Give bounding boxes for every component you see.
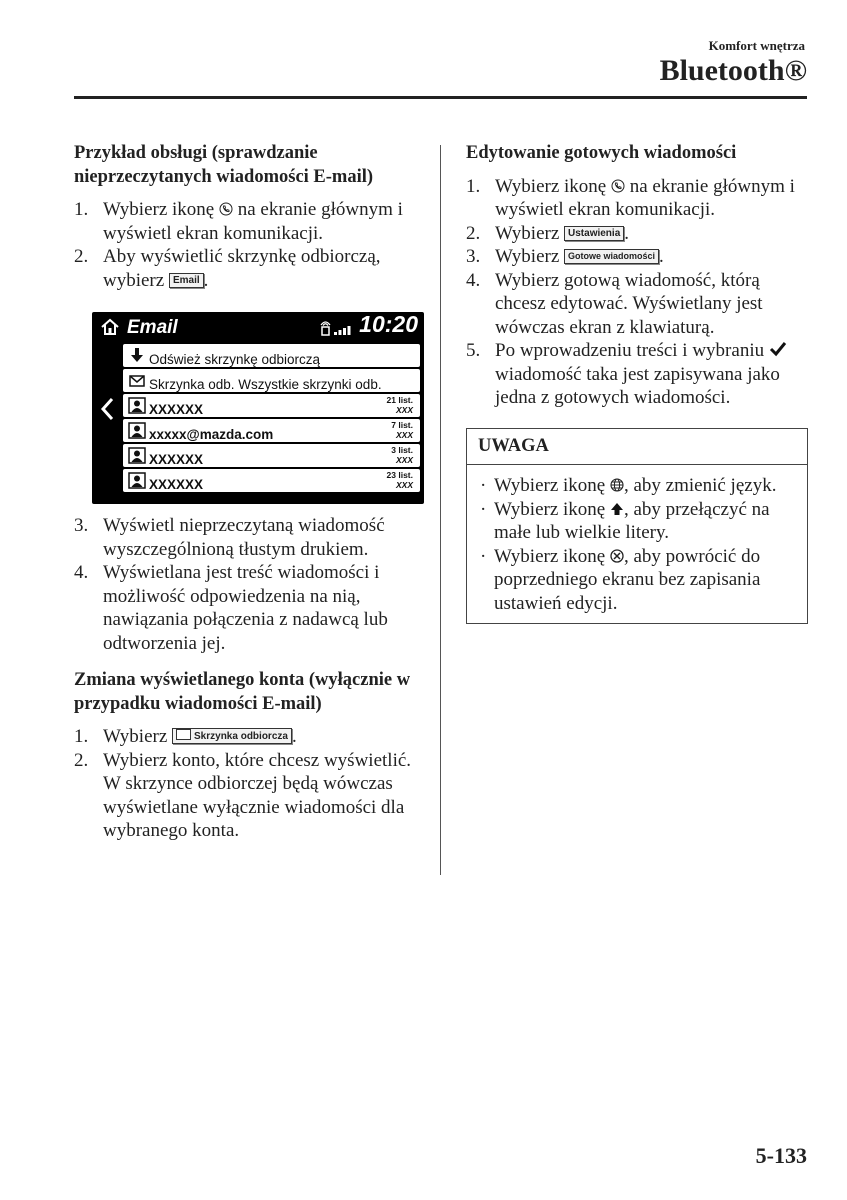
list-item[interactable] [123,369,420,392]
step-text: Po wprowadzeniu treści i wybraniu [495,340,769,361]
bullet: · [480,475,487,496]
step-number: 2. [74,246,89,267]
home-icon [100,318,120,336]
row-label: XXXXXX [149,402,204,417]
email-list [123,344,420,500]
step-number: 3. [466,246,481,267]
right-column [466,142,810,624]
list-item [74,198,426,245]
shift-arrow-icon [610,502,624,516]
list-item [466,339,810,410]
ready-messages-button: Gotowe wiadomości [564,249,659,264]
phone-icon [219,202,233,216]
step-text: Wybierz ikonę [103,199,219,220]
back-chevron-icon[interactable] [100,397,114,421]
list-item [74,561,426,655]
bullet: · [480,545,487,567]
contact-icon [128,397,146,414]
list-item [74,725,426,749]
steps-edit-messages [466,175,810,410]
step-number: 1. [74,726,89,747]
phone-icon [611,179,625,193]
section-heading-check-email: Przykład obsługi (sprawdzanie nieprzeczytanych wiadomości E-mail) [74,143,374,187]
email-screen [92,312,424,504]
step-text: . [291,726,297,747]
page-number: 5-133 [755,1143,807,1168]
list-item [466,269,810,340]
step-text: Aby wyświetlić skrzynkę odbiorczą, wybierz [103,246,381,291]
left-column [74,142,426,851]
list-item [74,245,426,292]
page-title: Bluetooth® [659,54,807,87]
step-number: 4. [74,562,89,583]
steps-change-account [74,725,426,843]
row-label: Skrzynka odb. Wszystkie skrzynki odb. [149,377,382,392]
message-count: 21 list. XXX [386,395,413,415]
list-item[interactable] [123,419,420,442]
list-item [74,514,426,561]
list-item[interactable] [123,394,420,417]
steps-check-email [74,198,426,292]
step-number: 3. [74,515,89,536]
globe-icon [610,478,624,492]
signal-icon [320,318,354,336]
step-number: 5. [466,340,481,361]
step-text: Wybierz gotową wiadomość, którą chcesz edytować. Wyświetlany jest wówczas ekran z klawiaturą. [495,269,763,338]
step-number: 1. [466,175,481,197]
envelope-icon [176,729,191,740]
step-number: 2. [74,749,89,771]
step-text: Wybierz konto, które chcesz wyświetlić. W skrzynce odbiorczej będą wówczas wyświetlane wyłącznie wiadomości dla wybranego konta. [103,749,412,841]
list-item [74,749,426,843]
message-count: 3 list. XXX [391,445,413,465]
step-text: wiadomość taka jest zapisywana jako jedna z gotowych wiadomości. [495,363,780,408]
step-text: na ekranie głównym i wyświetl ekran komunikacji. [495,175,795,220]
step-number: 1. [74,199,89,220]
list-item: · Wybierz ikonę , aby powrócić do poprzedniego ekranu bez zapisania ustawień edycji. [480,545,761,614]
step-number: 4. [466,269,481,291]
header-rule [74,96,807,99]
step-text: Wybierz [495,246,565,267]
envelope-icon [128,372,146,389]
list-item: · Wybierz ikonę , aby przełączyć na małe lub wielkie litery. [480,498,770,543]
row-label: XXXXXX [149,477,204,492]
row-label: Odśwież skrzynkę odbiorczą [149,352,321,367]
header-subtitle: Komfort wnętrza [708,38,805,53]
step-text: . [203,269,209,291]
list-item [466,222,810,246]
section-heading-change-account: Zmiana wyświetlanego konta (wyłącznie w przypadku wiadomości E-mail) [74,670,411,714]
screen-clock: 10:20 [359,311,418,337]
list-item: · Wybierz ikonę , aby zmienić język. [480,475,777,496]
screen-top-bar [92,312,424,342]
list-item[interactable] [123,344,420,367]
message-count: 23 list. XXX [386,470,413,490]
settings-button: Ustawienia [564,226,624,241]
contact-icon [128,472,146,489]
message-count: 7 list. XXX [391,420,413,440]
step-text: Wybierz ikonę [495,175,611,197]
checkmark-icon [769,341,787,357]
note-box [466,428,808,625]
step-text: Wybierz [103,726,173,747]
note-body [467,465,807,623]
step-text: na ekranie głównym i wyświetl ekran komunikacji. [103,199,403,244]
screen-title: Email [127,317,178,338]
step-text: Wybierz [495,222,565,244]
list-item [466,245,810,269]
step-text: . [624,222,630,244]
list-item[interactable] [123,444,420,467]
steps-check-email-continued [74,514,426,655]
contact-icon [128,422,146,439]
step-text: Wyświetlana jest treść wiadomości i możliwość odpowiedzenia na nią, nawiązania połączenia z nadawcą lub odtworzenia jej. [103,562,388,654]
step-text: . [659,246,664,267]
cancel-x-icon [610,549,624,563]
download-icon [128,347,146,364]
step-text: Wyświetl nieprzeczytaną wiadomość wyszczególnioną tłustym drukiem. [103,515,385,560]
bullet: · [480,498,487,520]
contact-icon [128,447,146,464]
list-item [466,175,810,222]
step-number: 2. [466,222,481,244]
list-item[interactable] [123,469,420,492]
note-title: UWAGA [467,429,807,466]
email-button: Email [169,273,204,288]
row-label: xxxxx@mazda.com [149,427,274,442]
column-divider [440,145,441,875]
section-heading-edit-messages: Edytowanie gotowych wiadomości [466,143,737,163]
inbox-button: Skrzynka odbiorcza [172,728,292,744]
row-label: XXXXXX [149,452,204,467]
